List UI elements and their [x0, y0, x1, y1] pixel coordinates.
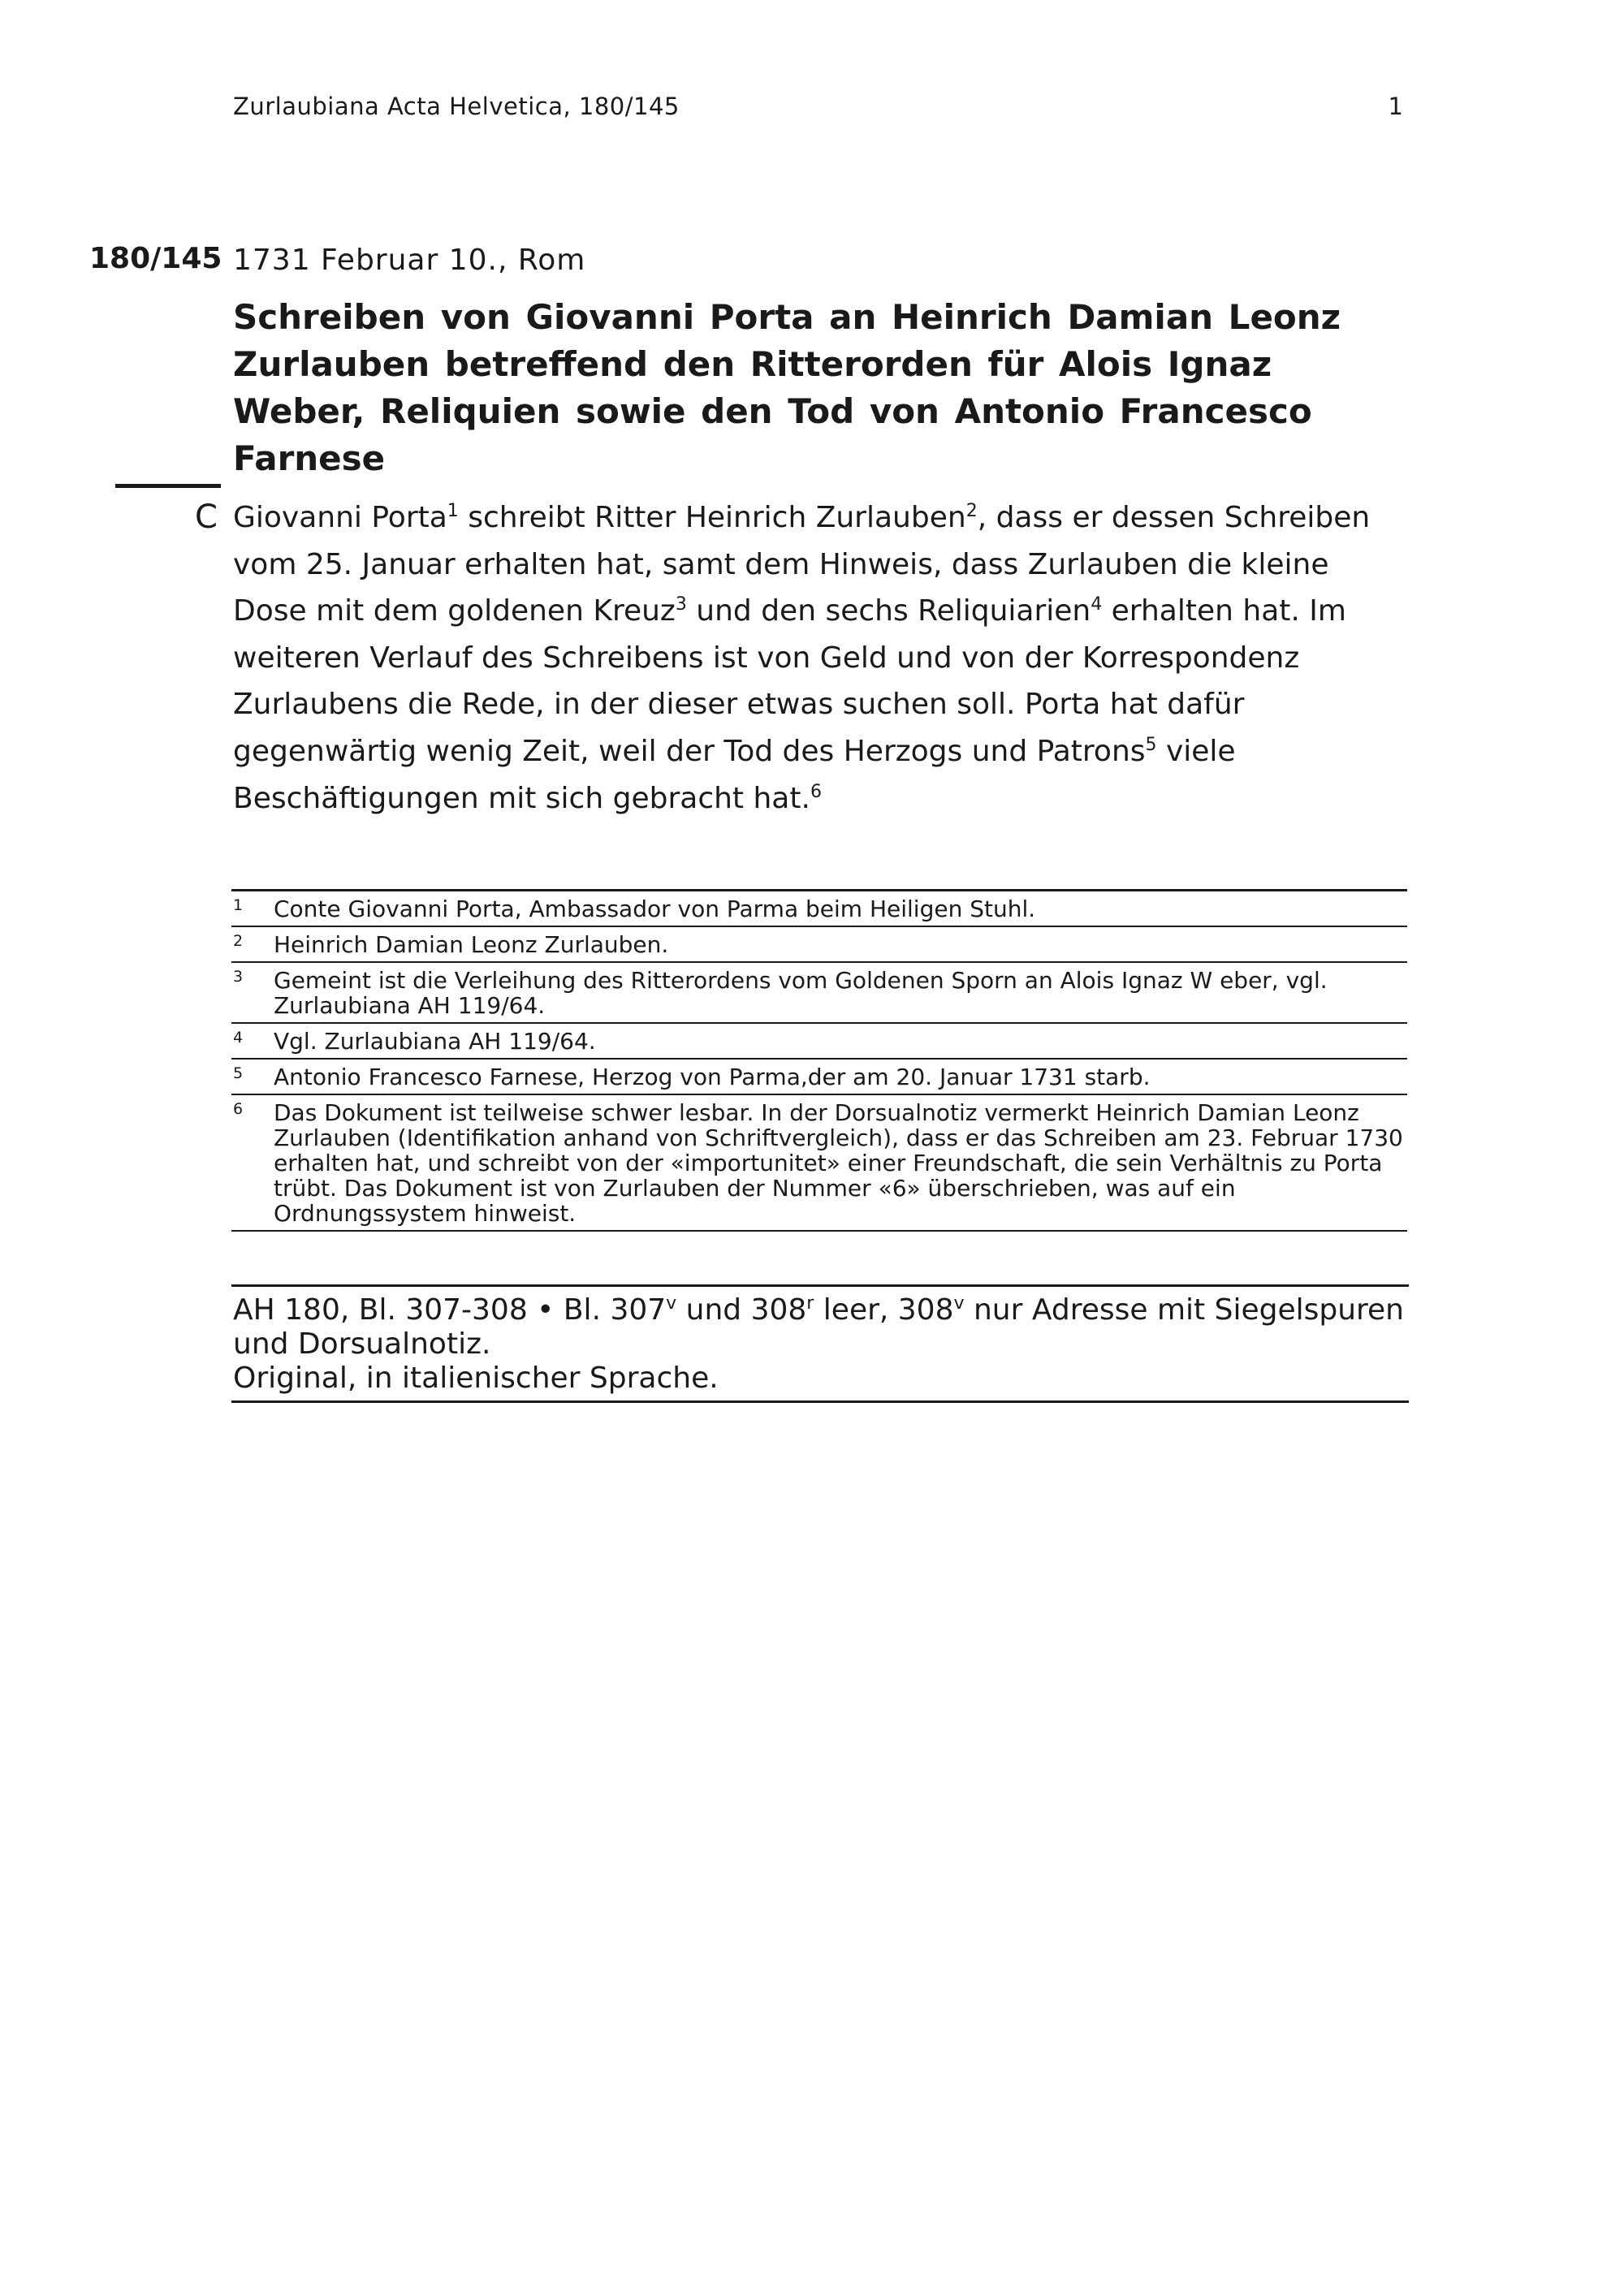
footnote-number: 2 [233, 932, 244, 950]
footnote-text: Vgl. Zurlaubiana AH 119/64. [274, 1028, 596, 1055]
footnote-number: 5 [233, 1064, 244, 1082]
footnote [231, 963, 1407, 1024]
footnote-number: 1 [233, 896, 244, 914]
document-title: Schreiben von Giovanni Porta an Heinrich Damian Leonz Zurlauben betreffend den Ritterorden für Alois Ignaz Weber, Reliquien sowie den Tod von Antonio Francesco Farnese [233, 297, 1341, 478]
footnote-text: Gemeint ist die Verleihung des Ritterordens vom Goldenen Sporn an Alois Ignaz W eber, vgl. Zurlaubiana AH 119/64. [274, 967, 1328, 1019]
footnote-ref: 4 [1091, 594, 1103, 615]
running-header: Zurlaubiana Acta Helvetica, 180/145 [233, 93, 680, 120]
footnote [231, 1024, 1407, 1060]
footnote-text: Heinrich Damian Leonz Zurlauben. [274, 931, 669, 958]
footnote [231, 891, 1407, 927]
footnote-text: Conte Giovanni Porta, Ambassador von Parma beim Heiligen Stuhl. [274, 896, 1036, 922]
footnote-ref: 5 [1145, 734, 1157, 755]
footnote [231, 927, 1407, 963]
footnote-number: 4 [233, 1029, 244, 1047]
footnote [231, 1060, 1407, 1095]
footnote-ref: 2 [965, 501, 978, 521]
source-location: AH 180, Bl. 307-308 • Bl. 307$^v$ und 308$^r$ leer, 308$^v$ nur Adresse mit Siegelspuren und Dorsualnotiz. [233, 1293, 1404, 1361]
source-description: Original, in italienischer Sprache. [233, 1362, 719, 1395]
footnote-ref: 6 [810, 781, 822, 802]
summary-text: Giovanni Porta$^1$ schreibt Ritter Heinrich Zurlauben$^2$, dass er dessen Schreiben vom 25. Januar erhalten hat, samt dem Hinweis, dass Zurlauben die kleine Dose mit dem goldenen Kreuz$^3$ und den sechs Reliquiarien$^4$ erhalten hat. Im weiteren Verlauf des Schreibens ist von Geld und von der Korrespondenz Zurlaubens die Rede, in der dieser etwas suchen soll. Porta hat dafür gegenwärtig wenig Zeit, weil der Tod des Herzogs und Patrons$^5$ viele Beschäftigungen mit sich gebracht hat.$^6$ [233, 501, 1371, 815]
footnote-ref: 1 [447, 501, 459, 521]
footnotes-list [231, 889, 1407, 1232]
document-date-place: 1731 Februar 10., Rom [233, 244, 586, 277]
footnote [231, 1095, 1407, 1232]
section-divider [115, 484, 221, 488]
source-reference [231, 1284, 1409, 1403]
page-number: 1 [1388, 93, 1403, 120]
classification-marker: C [195, 498, 218, 536]
footnote-number: 3 [233, 968, 244, 986]
document-number: 180/145 [89, 242, 222, 275]
footnote-text: Antonio Francesco Farnese, Herzog von Parma,der am 20. Januar 1731 starb. [274, 1064, 1151, 1090]
footnote-ref: 3 [675, 594, 687, 615]
footnote-number: 6 [233, 1100, 244, 1118]
footnote-text: Das Dokument ist teilweise schwer lesbar. In der Dorsualnotiz vermerkt Heinrich Damian Leonz Zurlauben (Identifikation anhand von Schriftvergleich), dass er das Schreiben am 23. Februar 1730 erhalten hat, und schreibt von der «importunitet» einer Freundschaft, die sein Verhältnis zu Porta trübt. Das Dokument ist von Zurlauben der Nummer «6» überschrieben, was auf ein Ordnungssystem hinweist. [274, 1099, 1403, 1227]
